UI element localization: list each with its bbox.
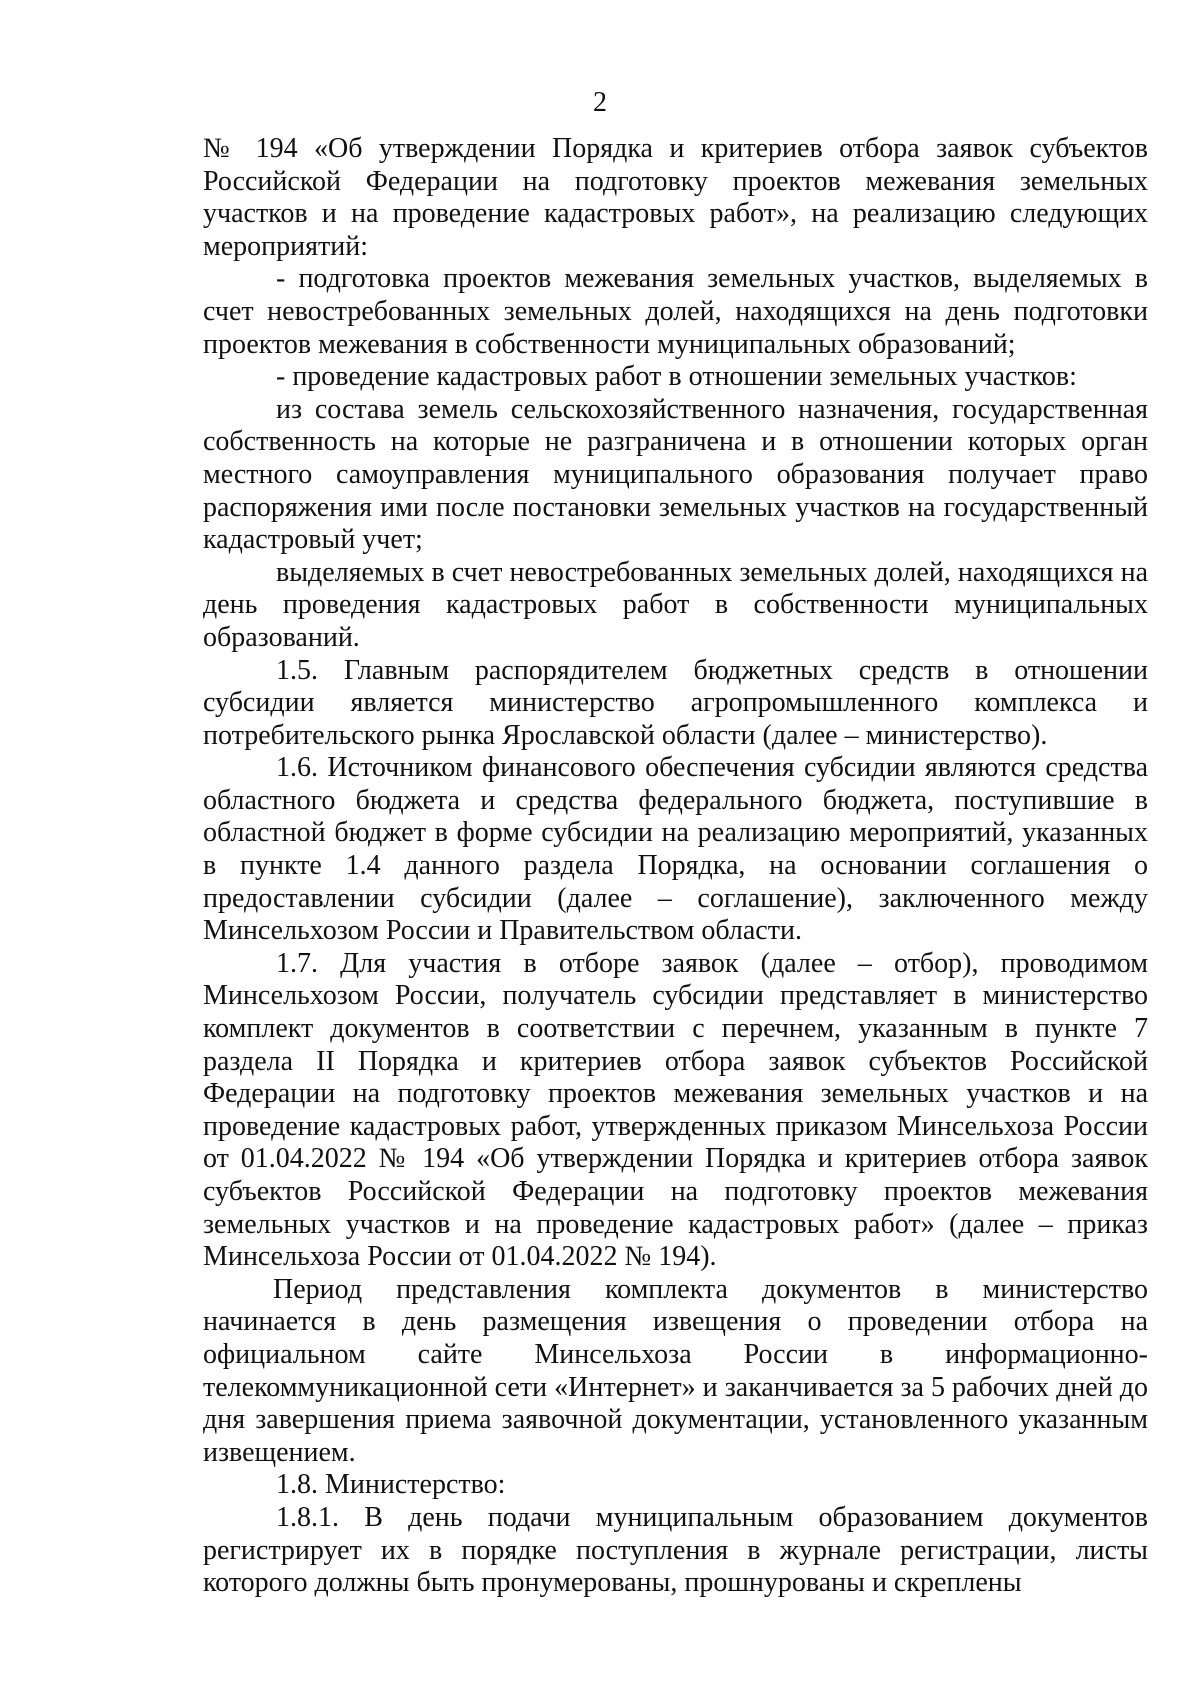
paragraph-list-item-surveying: - подготовка проектов межевания земельных участков, выделяемых в счет невостребованных земельных долей, находящихся на день подготовки проектов межевания в собственности муниципальных образований; [203,263,1148,360]
paragraph-1-6: 1.6. Источником финансового обеспечения субсидии являются средства областного бюджета и средства федерального бюджета, поступившие в областной бюджет в форме субсидии на реализацию мероприятий, указанных в пункте 1.4 данного раздела Порядка, на основании соглашения о предоставлении субсидии (далее – соглашение), заключенного между Минсельхозом России и Правительством области. [203,752,1148,947]
paragraph-agricultural-land: из состава земель сельскохозяйственного назначения, государственная собственность на которые не разграничена и в отношении которых орган местного самоуправления муниципального образования получает право распоряжения ими после постановки земельных участков на государственный кадастровый учет; [203,393,1148,556]
paragraph-unclaimed-shares: выделяемых в счет невостребованных земельных долей, находящихся на день проведения кадастровых работ в собственности муниципальных образований. [203,556,1148,653]
page-number: 2 [593,87,607,118]
paragraph-1-7: 1.7. Для участия в отборе заявок (далее – отбор), проводимом Минсельхозом России, получатель субсидии представляет в министерство комплект документов в соответствии с перечнем, указанным в пункте 7 раздела II Порядка и критериев отбора заявок субъектов Российской Федерации на подготовку проектов межевания земельных участков и на проведение кадастровых работ, утвержденных приказом Минсельхоза России от 01.04.2022 № 194 «Об утверждении Порядка и критериев отбора заявок субъектов Российской Федерации на подготовку проектов межевания земельных участков и на проведение кадастровых работ» (далее – приказ Минсельхоза России от 01.04.2022 № 194). [203,947,1148,1273]
paragraph-1-5: 1.5. Главным распорядителем бюджетных средств в отношении субсидии является министерство агропромышленного комплекса и потребительского рынка Ярославской области (далее – министерство). [203,654,1148,751]
document-body [203,133,1148,1600]
paragraph-submission-period: Период представления комплекта документов в министерство начинается в день размещения извещения о проведении отбора на официальном сайте Минсельхоза России в информационно-телекоммуникационной сети «Интернет» и заканчивается за 5 рабочих дней до дня завершения приема заявочной документации, установленного указанным извещением. [203,1273,1148,1468]
paragraph-list-item-cadastral: - проведение кадастровых работ в отношении земельных участков: [276,361,1077,393]
paragraph-1-8: 1.8. Министерство: [276,1469,506,1501]
paragraph-continuation: № 194 «Об утверждении Порядка и критериев отбора заявок субъектов Российской Федерации на подготовку проектов межевания земельных участков и на проведение кадастровых работ», на реализацию следующих мероприятий: [203,133,1148,262]
paragraph-1-8-1: 1.8.1. В день подачи муниципальным образованием документов регистрирует их в порядке поступления в журнале регистрации, листы которого должны быть пронумерованы, прошнурованы и скреплены [203,1501,1148,1599]
